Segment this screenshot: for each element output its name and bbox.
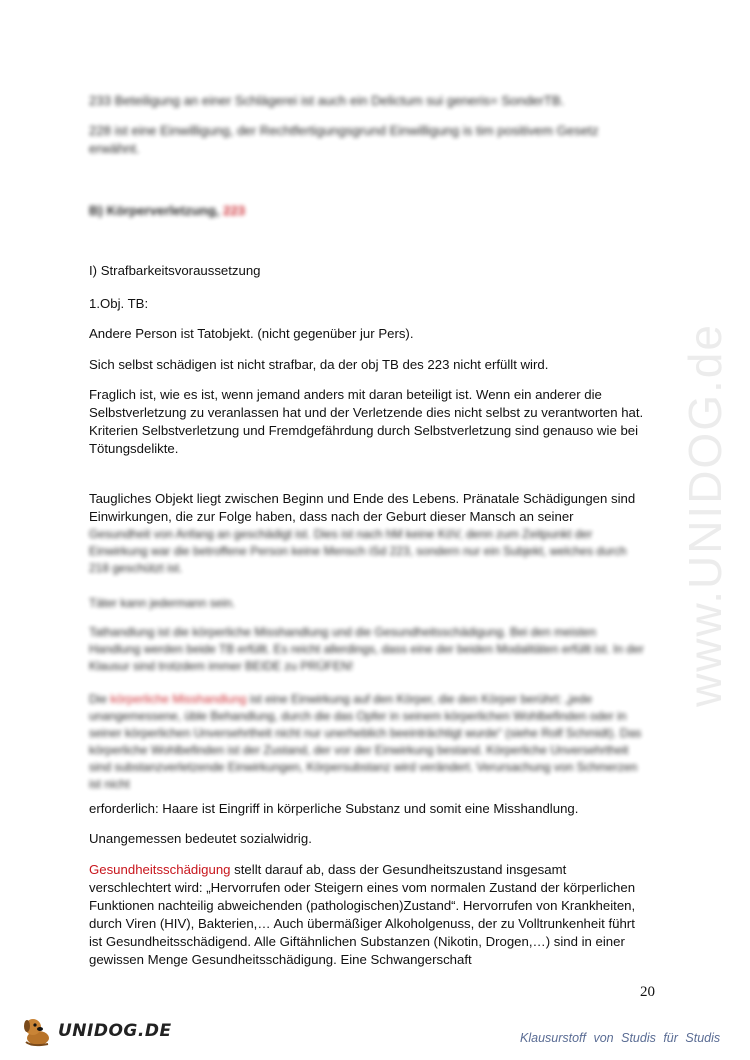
subsection-subtitle: 1.Obj. TB: — [89, 296, 149, 311]
watermark-text: www.UNIDOG.de — [679, 323, 732, 707]
unidog-logo — [22, 1014, 172, 1048]
footer-tagline: Klausurstoff von Studis für Studis — [520, 1031, 721, 1045]
paragraph-beteiligung-b: Kriterien Selbstverletzung und Fremdgefährdung durch Selbstverletzung sind genauso wie bei Tötungsdelikte. — [89, 423, 639, 456]
gesundheitsschaedigung-text: stellt darauf ab, dass der Gesundheitszustand insgesamt verschlechtert wird: „Hervorrufen oder Steigern eines vom normalen Zustand der körperlichen Funktionen nachteilig abweichenden (pathologischen)Zustand“. Hervorrufen von Krankheiten, durch Viren (HIV), Bakterien,… Auch übermäßiger Alkoholgenuss, der zu Volltrunkenheit führt ist Gesundheitsschädigend. Alle Giftähnlichen Substanzen (Nikotin, Drogen,…) sind in einer gewissen Menge Gesundheitsschädigung. Eine Schwangerschaft — [89, 862, 636, 967]
section-heading-text: B) Körperverletzung, — [89, 203, 220, 218]
paragraph-unangemessen: Unangemessen bedeutet sozialwidrig. — [89, 831, 312, 846]
paragraph-misshandlung-clear: erforderlich: Haare ist Eingriff in körperliche Substanz und somit eine Misshandlung. — [89, 801, 579, 816]
misshandlung-post: ist eine Einwirkung auf den Körper, die den Körper berührt: „jede unangemessene, üble Behandlung, durch die das Opfer in seinem körperlichen Wohlbefinden oder in seiner körperlichen Unversehrtheit nicht nur unerheblich beeinträchtigt wurde“ (siehe Rolf Schmidt). Das körperliche Wohlbefinden ist der Zustand, der vor der Einwirkung bestand. Körperliche Unversehrtheit sind substanzverletzende Einwirkungen, Körpersubstanz wird verändert. Verursachung von Schmerzen ist nicht — [89, 692, 642, 791]
paragraph-taugliches-objekt-blurred: Gesundheit von Anfang an geschädigt ist. Dies ist nach hM keine KöV, denn zum Zeitpunkt der Einwirkung war die betroffene Person keine Mensch iSd 223, sondern nur ein Subjekt, welches durch 218 geschützt ist. — [89, 527, 627, 575]
paragraph-misshandlung-blurred — [89, 691, 649, 793]
section-heading — [89, 202, 649, 220]
section-heading-ref: 223 — [223, 203, 246, 218]
subsection-title: I) Strafbarkeitsvoraussetzung — [89, 263, 261, 278]
misshandlung-term: körperliche Misshandlung — [110, 692, 247, 706]
watermark — [660, 275, 750, 755]
page-number: 20 — [640, 984, 655, 1000]
gesundheitsschaedigung-term: Gesundheitsschädigung — [89, 862, 231, 877]
paragraph-beteiligung-a: Fraglich ist, wie es ist, wenn jemand anders mit daran beteiligt ist. Wenn ein anderer die Selbstverletzung zu veranlassen hat und der Verletzende dies nicht selbst zu verantworten hat. — [89, 387, 644, 420]
paragraph-tatobjekt: Andere Person ist Tatobjekt. (nicht gegenüber jur Pers). — [89, 326, 414, 341]
paragraph-tathandlung: Tathandlung ist die körperliche Misshandlung und die Gesundheitsschädigung. Bei den meisten Handlung werden beide TB erfüllt. Es reicht allerdings, dass eine der beiden Modalitäten erfüllt ist. In der Klausur sind trotzdem immer BEIDE zu PRÜFEN! — [89, 625, 644, 673]
blurred-line-233: 233 Beteiligung an einer Schlägerei ist auch ein Delictum sui generis= SonderTB. — [89, 93, 565, 108]
misshandlung-pre: Die — [89, 692, 108, 706]
dog-mascot-icon — [22, 1014, 56, 1048]
paragraph-taeter: Täter kann jedermann sein. — [89, 596, 236, 610]
paragraph-gesundheitsschaedigung — [89, 861, 649, 969]
logo-text: UNIDOG.DE — [58, 1021, 172, 1041]
blurred-line-228: 228 ist eine Einwilligung, der Rechtfertigungsgrund Einwilligung is tim positivem Gesetz erwähnt. — [89, 123, 599, 156]
paragraph-taugliches-objekt: Taugliches Objekt liegt zwischen Beginn und Ende des Lebens. Pränatale Schädigungen sind Einwirkungen, die zur Folge haben, dass nach der Geburt dieser Mansch an seiner — [89, 491, 636, 524]
paragraph-selbstschaedigung: Sich selbst schädigen ist nicht strafbar, da der obj TB des 223 nicht erfüllt wird. — [89, 357, 549, 372]
paragraph-beteiligung — [89, 386, 649, 458]
